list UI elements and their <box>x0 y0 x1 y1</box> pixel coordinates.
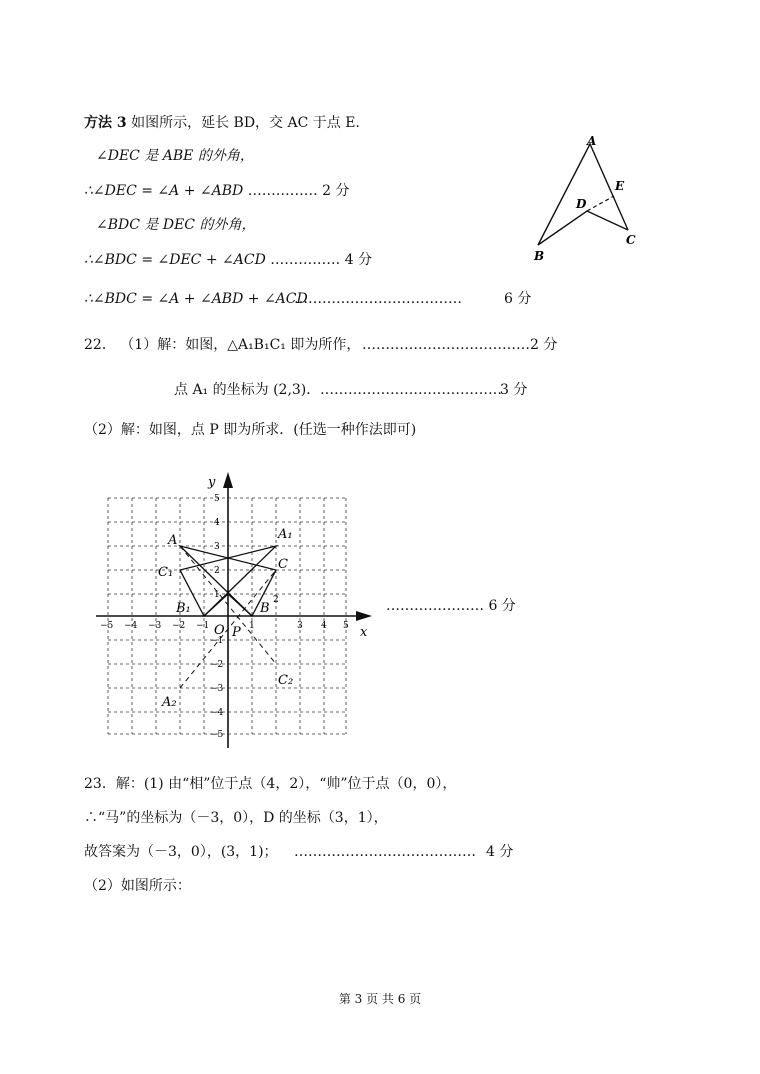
q23-line2: ∴“马”的坐标为（－3，0），D 的坐标（3，1）， <box>84 810 388 826</box>
x-axis-label: x <box>360 625 368 640</box>
label-A: A <box>587 134 597 148</box>
method3-line3: ∠BDC 是 DEC 的外角， <box>96 217 256 233</box>
q22-coord-row <box>174 381 528 399</box>
y-axis-arrow-icon <box>223 472 233 488</box>
triangle-figure <box>520 128 650 268</box>
q22-part1-dots: ……………………………… <box>362 337 530 353</box>
triangle-outer-edges <box>538 144 628 245</box>
label-C: C <box>626 233 636 247</box>
q23-line3: 故答案为（－3，0），(3，1)； <box>84 844 278 860</box>
method3-line2-score: 2 分 <box>322 183 350 199</box>
q22-coord-dots: ………………………………… <box>320 382 502 398</box>
x-axis-arrow-icon <box>356 611 372 621</box>
y-axis-label: y <box>208 475 216 490</box>
y-tick: 3 <box>214 542 220 552</box>
y-tick: −2 <box>210 660 224 670</box>
y-tick: −4 <box>210 708 224 718</box>
x-tick: 5 <box>343 621 349 631</box>
q22-coord-score: 3 分 <box>500 382 528 398</box>
label-A2: A₂ <box>162 695 177 710</box>
label-origin: O <box>214 623 225 638</box>
q22-part1-text: （1）解：如图，△A₁B₁C₁ 即为所作， <box>120 337 361 353</box>
method3-label: 方法 3 <box>84 115 127 131</box>
label-D: D <box>576 197 587 211</box>
x-tick: 3 <box>297 621 303 631</box>
q23-line3-dots: ………………………………… <box>294 844 476 860</box>
coordinate-graph <box>90 466 390 756</box>
q23-line1: 23．解：(1) 由“相”位于点（4，2），“帅”位于点（0，0）， <box>84 776 457 792</box>
label-B1: B₁ <box>176 601 191 616</box>
method3-line2-dots: …………… <box>247 183 318 199</box>
q22-part2-text: （2）解：如图，点 P 即为所求．(任选一种作法即可) <box>84 422 417 438</box>
x-tick: −5 <box>100 621 114 631</box>
segment <box>228 594 252 616</box>
x-tick: −1 <box>196 621 210 631</box>
method3-line4: ∴∠BDC = ∠DEC + ∠ACD <box>84 252 266 268</box>
graph-score-row <box>386 597 516 615</box>
method3-line5-row <box>84 290 532 308</box>
y-tick-labels <box>210 494 224 740</box>
label-P: P <box>232 625 241 640</box>
method3-intro-line <box>84 114 360 132</box>
method3-line4-dots: …………… <box>270 252 341 268</box>
method3-line4-row <box>84 251 372 269</box>
x-tick: 4 <box>321 621 327 631</box>
label-B: B <box>260 601 270 616</box>
graph-score: 6 分 <box>488 598 516 614</box>
method3-line5-score: 6 分 <box>504 291 532 307</box>
q23-line3-score: 4 分 <box>486 844 514 860</box>
q22-part1-score: 2 分 <box>530 337 558 353</box>
point-labels <box>158 527 293 710</box>
dashed-extension <box>587 196 614 211</box>
y-tick: −3 <box>210 684 224 694</box>
q23-line4: （2）如图所示： <box>84 878 191 894</box>
label-C: C <box>278 557 288 572</box>
method3-line2: ∴∠DEC = ∠A + ∠ABD <box>84 183 244 199</box>
y-tick: −5 <box>210 730 224 740</box>
graph-dots: ………………… <box>386 598 484 614</box>
x-tick: −2 <box>172 621 186 631</box>
method3-line2-row <box>84 182 350 200</box>
y-tick: 4 <box>214 518 220 528</box>
y-tick: 5 <box>214 494 220 504</box>
method3-intro: 如图所示，延长 BD，交 AC 于点 E. <box>131 115 360 131</box>
q22-part1-row <box>84 336 558 354</box>
label-B: B <box>534 249 545 263</box>
y-tick: 1 <box>214 590 220 600</box>
x-tick: −3 <box>148 621 162 631</box>
label-A1: A₁ <box>278 527 293 542</box>
method3-line5: ∴∠BDC = ∠A + ∠ABD + ∠ACD <box>84 291 308 307</box>
y-tick: −1 <box>210 636 224 646</box>
method3-line4-score: 4 分 <box>344 252 373 268</box>
x-tick: −4 <box>124 621 138 631</box>
x-tick: 2 <box>273 595 279 605</box>
page-footer: 第 3 页 共 6 页 <box>338 992 422 1006</box>
triangle-inner-edges <box>538 211 628 245</box>
y-tick: 2 <box>214 566 220 576</box>
label-C1: C₁ <box>158 565 174 580</box>
label-C2: C₂ <box>278 673 294 688</box>
method3-line1: ∠DEC 是 ABE 的外角， <box>96 148 254 164</box>
method3-line5-dots: ……………………………… <box>294 291 462 307</box>
q22-coord-text: 点 A₁ 的坐标为 (2,3)． <box>174 382 321 398</box>
q23-line3-row <box>84 843 514 861</box>
x-tick: 1 <box>249 621 255 631</box>
label-E: E <box>615 179 625 193</box>
label-A: A <box>168 533 178 548</box>
q22-number: 22． <box>84 337 116 353</box>
